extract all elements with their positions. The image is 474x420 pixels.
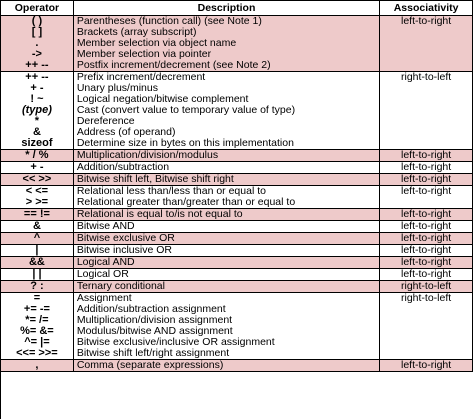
operator-cell [1,233,74,244]
associativity-value: left-to-right [400,360,452,371]
operator-description: Parentheses (function call) (see Note 1) [76,16,262,27]
associativity-value: left-to-right [400,269,452,280]
operator-symbol: *= /= [25,314,49,326]
precedence-group [1,174,473,186]
operator-symbol: & [32,221,41,232]
operator-description: Prefix increment/decrement [76,72,206,83]
associativity-cell [380,162,473,173]
associativity-cell [380,72,473,149]
operator-symbol: (type) [21,104,52,116]
operator-description: Dereference [76,115,135,127]
operator-symbol: ++ -- [25,59,49,71]
operator-symbol: [ ] [31,26,43,38]
operator-description: Addition/subtraction [76,162,170,173]
operator-description: Bitwise shift left, Bitwise shift right [76,174,234,185]
operator-description: Bitwise inclusive OR [76,245,172,256]
precedence-group [1,281,473,293]
operator-symbol: < <= [25,186,49,197]
precedence-group [1,360,473,372]
description-cell [74,150,380,161]
description-cell [74,209,380,220]
description-cell [74,16,380,71]
operator-symbol: <<= >>= [16,347,58,359]
precedence-group [1,16,473,72]
operator-description: Member selection via object name [76,37,237,49]
operator-description: Ternary conditional [76,281,165,292]
operator-symbol: + - [30,162,44,173]
operator-cell [1,209,74,220]
description-cell [74,269,380,280]
associativity-cell [380,221,473,232]
associativity-value: left-to-right [400,186,452,197]
operator-description: Bitwise AND [76,221,135,232]
operator-cell [1,269,74,280]
description-cell [74,257,380,268]
table-header [1,1,473,16]
precedence-group [1,257,473,269]
associativity-cell [380,293,473,359]
operator-description: Determine size in bytes on this implementation [76,137,294,149]
operator-description: Bitwise exclusive OR [76,233,175,244]
operator-cell [1,293,74,359]
precedence-group [1,221,473,233]
operator-symbol: ^= |= [24,336,50,348]
associativity-value: left-to-right [400,221,452,232]
associativity-value: right-to-left [400,293,452,304]
operator-symbol: ( ) [31,16,43,27]
operator-cell [1,245,74,256]
operator-cell [1,186,74,208]
associativity-value: left-to-right [400,162,452,173]
precedence-group [1,245,473,257]
precedence-group [1,233,473,245]
operator-description: Relational greater than/greater than or equal to [76,196,296,208]
operator-description: Logical negation/bitwise complement [76,93,249,105]
operator-symbol: ++ -- [25,72,49,83]
operator-symbol: | [35,245,39,256]
operator-symbol: << >> [22,174,52,185]
description-cell [74,281,380,292]
operator-description: Logical OR [76,269,129,280]
operator-cell [1,72,74,149]
operator-description: Relational is equal to/is not equal to [76,209,243,220]
operator-cell [1,162,74,173]
operator-description: Postfix increment/decrement (see Note 2) [76,59,271,71]
operator-cell [1,221,74,232]
operator-description: Addition/subtraction assignment [76,303,226,315]
operator-cell [1,360,74,371]
operator-description: Multiplication/division assignment [76,314,233,326]
associativity-cell [380,233,473,244]
description-cell [74,221,380,232]
associativity-value: right-to-left [400,72,452,83]
description-cell [74,233,380,244]
associativity-cell [380,257,473,268]
precedence-group [1,209,473,221]
operator-description: Modulus/bitwise AND assignment [76,325,233,337]
header-associativity: Associativity [380,1,473,15]
header-description: Description [74,1,380,15]
operator-cell [1,257,74,268]
description-cell [74,293,380,359]
associativity-value: left-to-right [400,233,452,244]
operator-symbol: > >= [25,196,49,208]
associativity-cell [380,269,473,280]
associativity-value: left-to-right [400,174,452,185]
associativity-cell [380,360,473,371]
operator-symbol: ! ~ [30,93,44,105]
precedence-group [1,150,473,162]
operator-cell [1,174,74,185]
operator-description: Assignment [76,293,132,304]
associativity-value: left-to-right [400,245,452,256]
operator-description: Multiplication/division/modulus [76,150,219,161]
associativity-value: left-to-right [400,16,452,27]
associativity-value: right-to-left [400,281,452,292]
operator-description: Cast (convert value to temporary value of type) [76,104,296,116]
operator-cell [1,150,74,161]
operator-symbol: -> [31,48,42,60]
precedence-group [1,162,473,174]
operator-symbol: ? : [30,281,44,292]
associativity-cell [380,209,473,220]
operator-symbol: * / % [25,150,49,161]
description-cell [74,162,380,173]
description-cell [74,360,380,371]
operator-symbol: = [33,293,41,304]
operator-description: Brackets (array subscript) [76,26,197,38]
operator-description: Address (of operand) [76,126,176,138]
operator-description: Comma (separate expressions) [76,360,224,371]
associativity-value: left-to-right [400,257,452,268]
operator-symbol: && [28,257,45,268]
associativity-cell [380,281,473,292]
operator-description: Bitwise shift left/right assignment [76,347,230,359]
associativity-cell [380,186,473,208]
operator-symbol: += -= [23,303,50,315]
precedence-group [1,293,473,360]
operator-description: Bitwise exclusive/inclusive OR assignment [76,336,275,348]
operator-symbol: | | [32,269,42,280]
associativity-value: left-to-right [400,209,452,220]
precedence-group [1,186,473,209]
description-cell [74,174,380,185]
operator-cell [1,16,74,71]
operator-symbol: ^ [33,233,41,244]
operator-description: Unary plus/minus [76,82,158,94]
operator-symbol: & [32,126,41,138]
operator-symbol: . [35,37,39,49]
description-cell [74,245,380,256]
operator-symbol: * [34,115,40,127]
operator-description: Member selection via pointer [76,48,212,60]
operator-symbol: + - [30,82,44,94]
operator-cell [1,281,74,292]
operator-symbol: == != [23,209,50,220]
associativity-cell [380,174,473,185]
associativity-value: left-to-right [400,150,452,161]
precedence-group [1,269,473,281]
description-cell [74,186,380,208]
operator-symbol: %= &= [20,325,54,337]
description-cell [74,72,380,149]
operator-description: Relational less than/less than or equal to [76,186,266,197]
associativity-cell [380,16,473,71]
operator-symbol: sizeof [21,137,53,149]
header-operator: Operator [1,1,74,15]
operator-symbol: , [35,360,39,371]
associativity-cell [380,150,473,161]
precedence-group [1,72,473,150]
operator-description: Logical AND [76,257,135,268]
table-body [1,16,473,372]
associativity-cell [380,245,473,256]
